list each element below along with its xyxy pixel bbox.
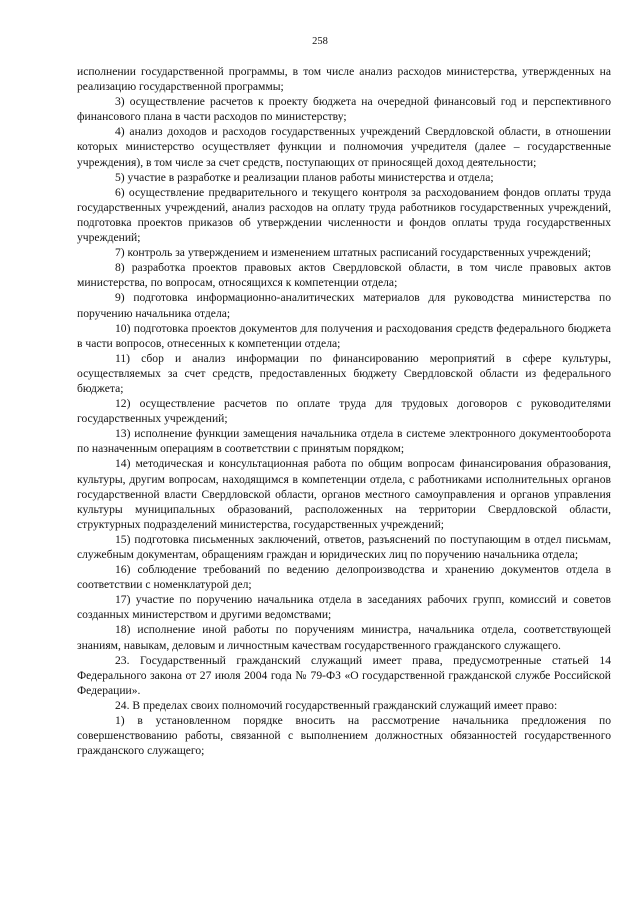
paragraph-section-24: 24. В пределах своих полномочий государственный гражданский служащий имеет право: (115, 698, 558, 712)
paragraph-item-16: 16) соблюдение требований по ведению делопроизводства и хранению документов отдела в соответствии с номенклатурой дел; (77, 563, 611, 592)
paragraph-item-6: 6) осуществление предварительного и текущего контроля за расходованием фондов оплаты труда государственных учреждений, анализ расходов на оплату труда работников государственных учреждений, подготовка проектов приказов об утверждении численности и фондов оплаты труда государственных учреждений; (77, 185, 611, 245)
paragraph-right-1: 1) в установленном порядке вносить на рассмотрение начальника предложения по совершенствованию работы, связанной с выполнением должностных обязанностей государственного гражданского служащего; (77, 714, 611, 758)
paragraph-item-7: 7) контроль за утверждением и изменением штатных расписаний государственных учреждений; (115, 246, 591, 260)
paragraph-item-15: 15) подготовка письменных заключений, ответов, разъяснений по поступающим в отдел письмам, служебным документам, обращениям граждан и юридических лиц по поручению начальника отдела; (77, 532, 611, 561)
paragraph-item-12: 12) осуществление расчетов по оплате труда для трудовых договоров с руководителями государственных учреждений; (77, 397, 611, 426)
paragraph-item-10: 10) подготовка проектов документов для получения и расходования средств федерального бюджета в части вопросов, отнесенных к компетенции отдела; (77, 321, 611, 350)
paragraph-item-3: 3) осуществление расчетов к проекту бюджета на очередной финансовый год и перспективного финансового плана в части расходов по министерству; (77, 95, 611, 124)
paragraph-continuation: исполнении государственной программы, в том числе анализ расходов министерства, утвержденных на реализацию государственной программы; (77, 65, 611, 94)
document-body (77, 64, 611, 758)
paragraph-item-14: 14) методическая и консультационная работа по общим вопросам финансирования образования, культуры, другим вопросам, находящимся в компетенции отдела, с работниками исполнительных органов государственной власти Свердловской области, органов местного самоуправления и органов управления культуры муниципальных образований, расположенных на территории Свердловской области, структурных подразделений министерства, государственных учреждений; (77, 457, 611, 531)
paragraph-item-9: 9) подготовка информационно-аналитических материалов для руководства министерства по поручению начальника отдела; (77, 291, 611, 320)
paragraph-item-17: 17) участие по поручению начальника отдела в заседаниях рабочих групп, комиссий и советов созданных министерством и другими ведомствами; (77, 593, 611, 622)
paragraph-item-4: 4) анализ доходов и расходов государственных учреждений Свердловской области, в отношении которых министерство осуществляет функции и полномочия учредителя (далее – государственные учреждения), в том числе за счет средств, поступающих от приносящей доход деятельности; (77, 125, 611, 169)
paragraph-item-5: 5) участие в разработке и реализации планов работы министерства и отдела; (115, 170, 494, 184)
paragraph-item-18: 18) исполнение иной работы по поручениям министра, начальника отдела, соответствующей знаниям, навыкам, деловым и личностным качествам государственного гражданского служащего. (77, 623, 611, 652)
paragraph-section-23: 23. Государственный гражданский служащий имеет права, предусмотренные статьей 14 Федерального закона от 27 июля 2004 года № 79-ФЗ «О государственной гражданской службе Российской Федерации». (77, 653, 611, 697)
page-number: 258 (312, 36, 328, 47)
paragraph-item-11: 11) сбор и анализ информации по финансированию мероприятий в сфере культуры, осуществляемых за счет средств, предоставленных бюджету Свердловской области из федерального бюджета; (77, 351, 611, 395)
paragraph-item-13: 13) исполнение функции замещения начальника отдела в системе электронного документооборота по назначенным операциям в соответствии с принятым порядком; (77, 427, 611, 456)
paragraph-item-8: 8) разработка проектов правовых актов Свердловской области, в том числе правовых актов министерства, по вопросам, относящихся к компетенции отдела; (77, 261, 611, 290)
